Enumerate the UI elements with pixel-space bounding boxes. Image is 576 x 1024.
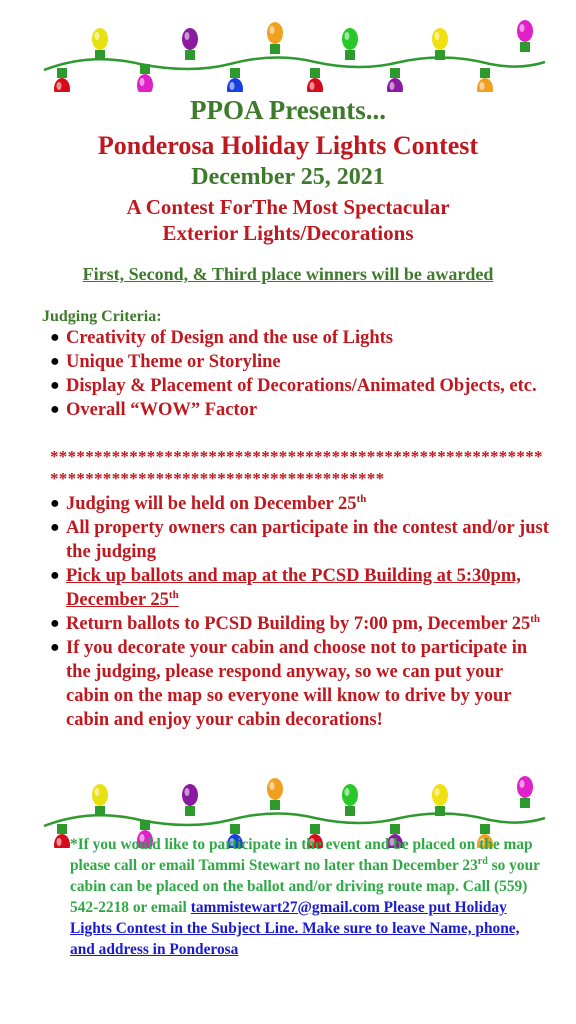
info-list xyxy=(50,492,550,732)
info-text: Judging will be held on December 25 xyxy=(66,494,357,514)
light-bulb-icon xyxy=(477,68,493,92)
info-item-decorate xyxy=(50,636,550,732)
info-text: All property owners can participate in the contest and/or just the judging xyxy=(66,518,549,562)
info-text: Return ballots to PCSD Building by 7:00 pm, December 25 xyxy=(66,614,531,634)
footer-text: *If you would like to participate in the event and be placed on the map please call or email Tammi Stewart no later than December 23 xyxy=(70,836,533,874)
light-bulb-icon xyxy=(517,776,533,808)
light-bulb-icon xyxy=(267,778,283,810)
contest-title: Ponderosa Holiday Lights Contest xyxy=(97,131,479,160)
presents-heading: PPOA Presents... xyxy=(190,95,386,125)
footer-text: so your cabin can be placed on the ballot and/or driving route map. Call (559) 542-2218 or email xyxy=(70,857,540,916)
contest-tagline xyxy=(0,194,576,246)
info-text: If you decorate your cabin and choose not to participate in the judging, please respond anyway, so we can put your cabin on the map so everyone will know to drive by your cabin and enjoy your cabin decorations! xyxy=(66,638,528,730)
criteria-label: Judging Criteria: xyxy=(42,308,162,325)
bullet-icon: ● xyxy=(50,519,60,536)
bullet-icon: ● xyxy=(50,615,60,632)
bullet-icon: ● xyxy=(50,401,60,418)
light-bulb-icon xyxy=(267,22,283,54)
email-link[interactable]: tammistewart27@gmail.com xyxy=(190,899,380,916)
ordinal-suffix: th xyxy=(168,588,179,601)
criteria-list xyxy=(50,326,550,422)
light-bulb-icon xyxy=(342,784,358,816)
criteria-item xyxy=(50,398,550,422)
bullet-icon: ● xyxy=(50,639,60,656)
contact-footer xyxy=(70,834,540,960)
light-bulb-icon xyxy=(182,784,198,816)
info-item-participate xyxy=(50,516,550,564)
info-item-pickup xyxy=(50,564,550,612)
info-item-judging xyxy=(50,492,550,516)
bullet-icon: ● xyxy=(50,567,60,584)
light-bulb-icon xyxy=(307,68,323,92)
light-bulb-icon xyxy=(517,20,533,52)
light-bulb-icon xyxy=(137,64,153,92)
light-bulb-icon xyxy=(92,28,108,60)
criteria-item-text: Creativity of Design and the use of Lights xyxy=(66,328,394,348)
criteria-item xyxy=(50,350,550,374)
contest-date: December 25, 2021 xyxy=(191,164,385,190)
tagline-line-2: Exterior Lights/Decorations xyxy=(162,221,414,245)
criteria-item xyxy=(50,374,550,398)
ordinal-suffix: rd xyxy=(477,855,488,867)
asterisk-divider: ********************************************************************************************** xyxy=(50,447,543,488)
bullet-icon: ● xyxy=(50,377,60,394)
light-bulb-icon xyxy=(387,68,403,92)
light-bulb-icon xyxy=(54,824,70,848)
bullet-icon: ● xyxy=(50,495,60,512)
light-bulb-icon xyxy=(92,784,108,816)
ordinal-suffix: th xyxy=(356,492,367,505)
light-bulb-icon xyxy=(432,28,448,60)
bullet-icon: ● xyxy=(50,353,60,370)
light-bulb-icon xyxy=(342,28,358,60)
subject-line-note: Please put Holiday Lights Contest in the Subject Line. Make sure to leave Name, phone, and address in Ponderosa xyxy=(70,899,520,958)
pickup-underlined xyxy=(66,566,521,610)
bullet-icon: ● xyxy=(50,329,60,346)
light-bulb-icon xyxy=(432,784,448,816)
criteria-item-text: Overall “WOW” Factor xyxy=(66,400,258,420)
awards-line: First, Second, & Third place winners will be awarded xyxy=(82,264,494,284)
criteria-item-text: Unique Theme or Storyline xyxy=(66,352,281,372)
light-bulb-icon xyxy=(54,68,70,92)
ordinal-suffix: th xyxy=(530,612,541,625)
criteria-item xyxy=(50,326,550,350)
tagline-line-1: A Contest ForThe Most Spectacular xyxy=(126,195,450,219)
info-item-return xyxy=(50,612,550,636)
light-bulb-icon xyxy=(182,28,198,60)
criteria-item-text: Display & Placement of Decorations/Animated Objects, etc. xyxy=(66,376,537,396)
christmas-lights-top-icon xyxy=(0,12,576,92)
info-text: Pick up ballots and map at the PCSD Building at 5:30pm, December 25 xyxy=(66,566,521,610)
light-bulb-icon xyxy=(227,68,243,92)
